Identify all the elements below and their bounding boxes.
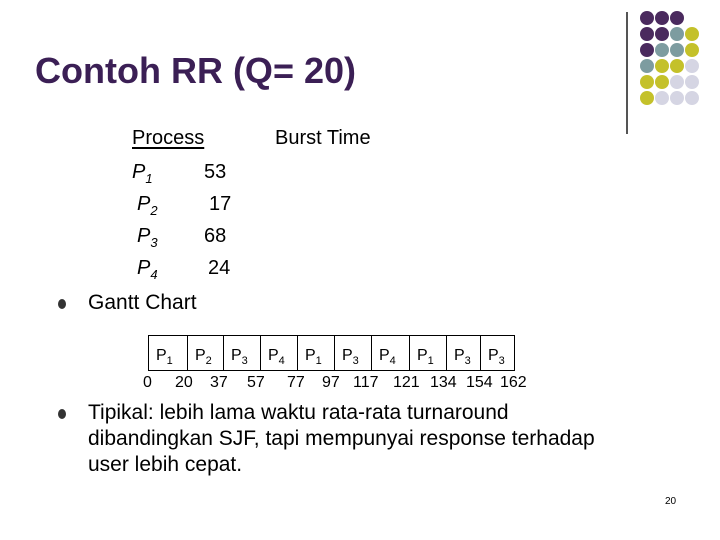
- decorative-dot: [655, 91, 669, 105]
- gantt-chart: [148, 335, 515, 371]
- decorative-dot: [640, 43, 654, 57]
- tipikal-line-2: dibandingkan SJF, tapi mempunyai response terhadap: [88, 427, 595, 450]
- gantt-cell: $P_3$: [446, 336, 480, 370]
- decorative-dot: [655, 27, 669, 41]
- burst-value: 17: [209, 193, 232, 215]
- gantt-cell: $P_4$: [260, 336, 297, 370]
- process-name: $P_4$: [137, 257, 158, 282]
- process-name: $P_2$: [137, 193, 158, 218]
- decorative-dot: [670, 43, 684, 57]
- gantt-cell: $P_1$: [297, 336, 334, 370]
- decorative-dot: [685, 27, 699, 41]
- process-row: [132, 161, 227, 186]
- gantt-time-label: 134: [430, 374, 457, 391]
- decorative-dot: [670, 27, 684, 41]
- bullet-icon: [58, 409, 66, 419]
- decorative-dot: [655, 75, 669, 89]
- gantt-time-label: 0: [143, 374, 152, 391]
- decorative-dot: [640, 11, 654, 25]
- decorative-dot: [655, 11, 669, 25]
- page-number: 20: [665, 496, 677, 507]
- burst-time-header: Burst Time: [275, 127, 371, 149]
- gantt-time-label: 154: [466, 374, 493, 391]
- gantt-cell: $P_2$: [187, 336, 223, 370]
- tipikal-line-1: Tipikal: lebih lama waktu rata-rata turnaround: [88, 401, 509, 424]
- decorative-dot: [670, 59, 684, 73]
- decorative-dot: [670, 91, 684, 105]
- process-header: Process: [132, 127, 205, 149]
- decorative-dot: [640, 75, 654, 89]
- burst-value: 53: [204, 161, 227, 183]
- decorative-dot: [685, 75, 699, 89]
- decorative-dot: [655, 43, 669, 57]
- gantt-cell: $P_3$: [223, 336, 260, 370]
- gantt-cell: $P_1$: [409, 336, 446, 370]
- decorative-dot: [670, 11, 684, 25]
- decorative-dot: [655, 59, 669, 73]
- gantt-time-label: 162: [500, 374, 527, 391]
- slide-title: Contoh RR (Q= 20): [35, 50, 356, 91]
- gantt-time-label: 57: [247, 374, 265, 391]
- gantt-time-label: 121: [393, 374, 420, 391]
- decorative-dot: [685, 91, 699, 105]
- gantt-time-label: 77: [287, 374, 305, 391]
- burst-value: 68: [204, 225, 227, 247]
- bullet-icon: [58, 299, 66, 309]
- process-name: $P_3$: [137, 225, 158, 250]
- decorative-dot: [640, 27, 654, 41]
- decorative-dot: [640, 91, 654, 105]
- gantt-cell: $P_1$: [156, 347, 173, 368]
- title-divider-line: [626, 12, 628, 134]
- process-name: $P_1$: [132, 161, 153, 186]
- gantt-cell: $P_3$: [480, 336, 514, 370]
- burst-value: 24: [208, 257, 231, 279]
- gantt-time-label: 97: [322, 374, 340, 391]
- gantt-time-label: 37: [210, 374, 228, 391]
- tipikal-line-3: user lebih cepat.: [88, 453, 243, 476]
- process-row: [137, 225, 227, 250]
- decorative-dot: [685, 43, 699, 57]
- decorative-dot: [670, 75, 684, 89]
- gantt-cell: $P_3$: [334, 336, 371, 370]
- gantt-cell: $P_4$: [371, 336, 409, 370]
- decorative-dot: [685, 59, 699, 73]
- gantt-chart-label: Gantt Chart: [88, 291, 197, 314]
- gantt-time-label: 117: [353, 374, 379, 391]
- gantt-time-label: 20: [175, 374, 193, 391]
- decorative-dot: [640, 59, 654, 73]
- process-row: [137, 193, 232, 218]
- process-row: [137, 257, 231, 282]
